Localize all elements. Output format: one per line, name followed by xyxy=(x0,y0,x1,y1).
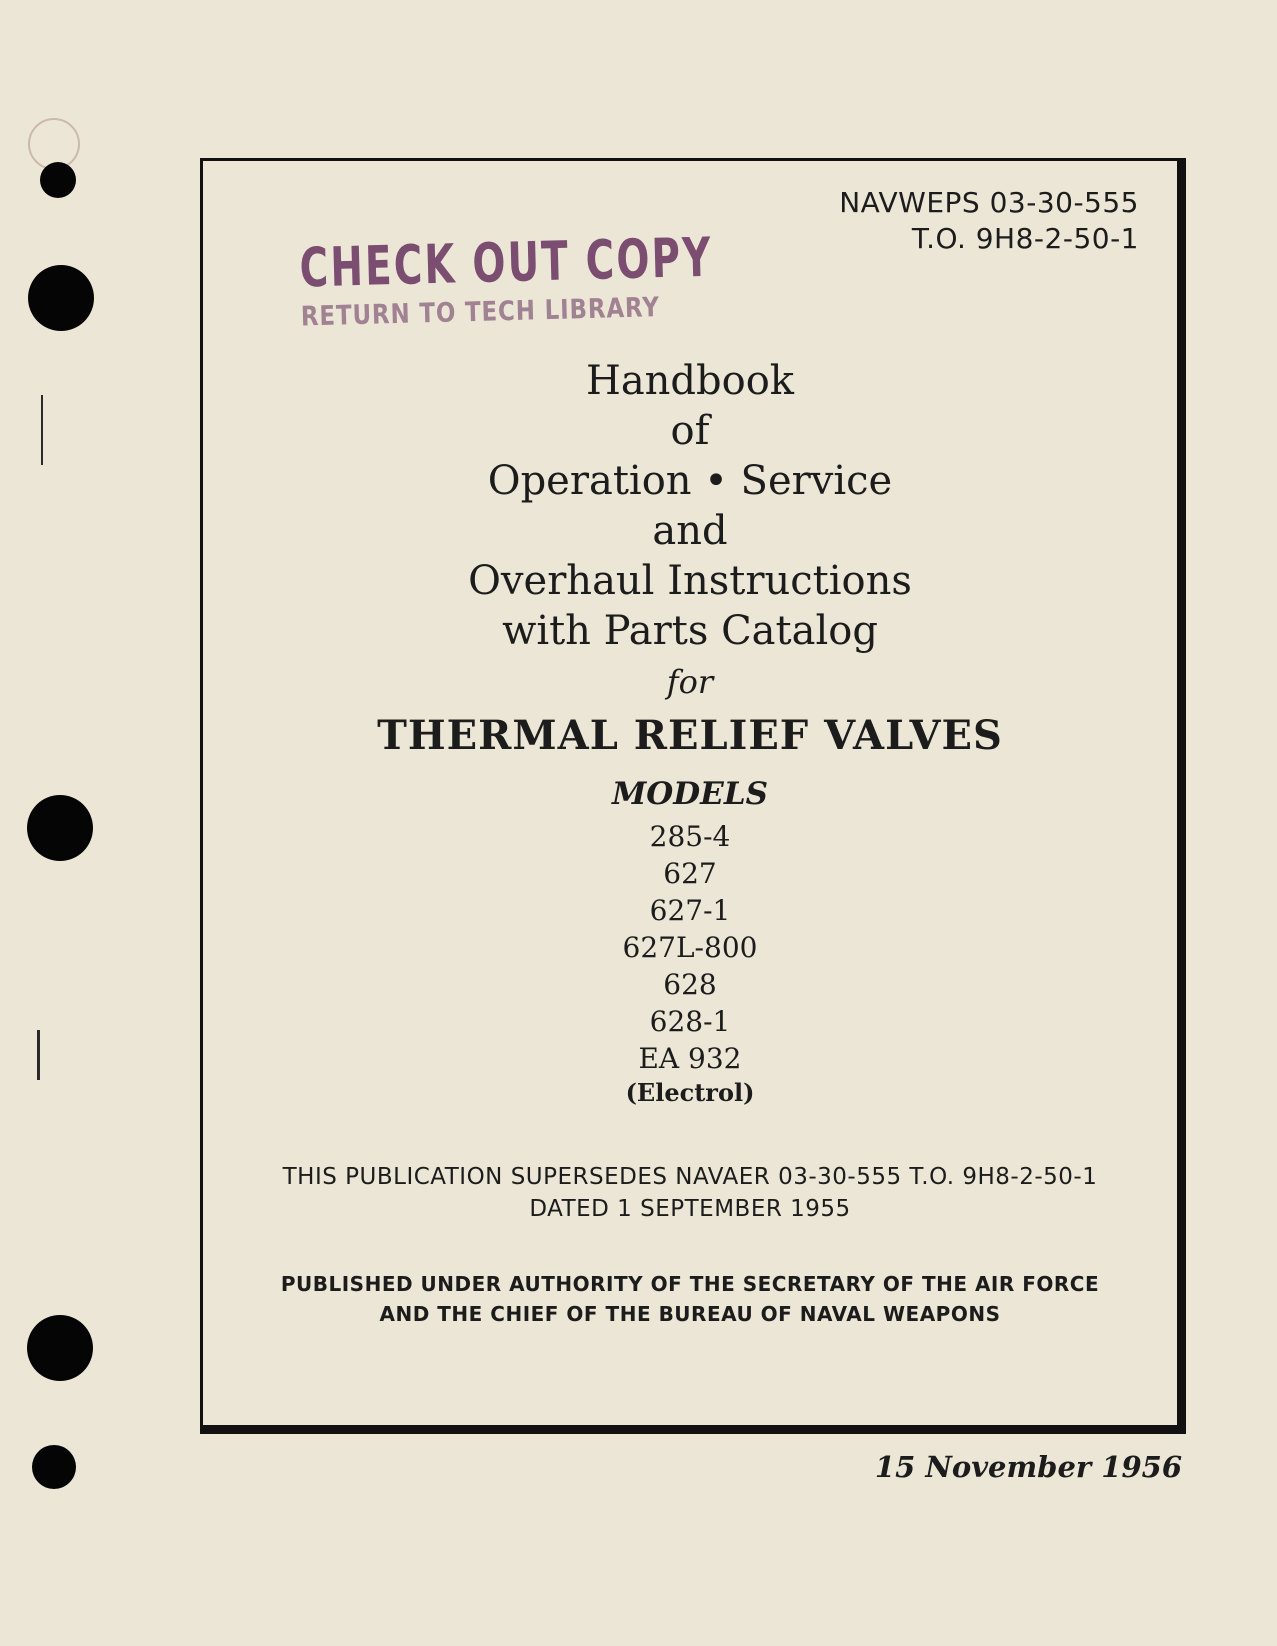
title-page-frame xyxy=(200,158,1186,1434)
model-number: EA 932 xyxy=(638,1042,742,1075)
punch-hole xyxy=(27,1315,93,1381)
model-number: 285-4 xyxy=(649,820,731,853)
pen-mark xyxy=(37,1030,40,1080)
model-number: 627 xyxy=(663,857,717,890)
stamp-check-out-copy: CHECK OUT COPY xyxy=(298,225,714,300)
library-stamp xyxy=(299,222,875,333)
authority-notice xyxy=(203,1269,1177,1329)
model-number: 627-1 xyxy=(649,894,731,927)
subject-title: THERMAL RELIEF VALVES xyxy=(377,712,1003,759)
model-number: 628 xyxy=(663,968,717,1001)
punch-hole xyxy=(40,162,76,198)
to-number: T.O. 9H8-2-50-1 xyxy=(911,222,1139,255)
model-number: 627L-800 xyxy=(622,931,758,964)
authority-line: PUBLISHED UNDER AUTHORITY OF THE SECRETARY OF THE AIR FORCE xyxy=(280,1272,1100,1296)
supersedes-notice xyxy=(203,1161,1177,1225)
authority-line: AND THE CHIEF OF THE BUREAU OF NAVAL WEAPONS xyxy=(379,1302,1001,1326)
manufacturer-name: (Electrol) xyxy=(625,1078,755,1107)
title-line: Handbook xyxy=(585,358,795,404)
title-line: Overhaul Instructions xyxy=(468,558,912,604)
title-block xyxy=(203,356,1177,1109)
supersedes-line: THIS PUBLICATION SUPERSEDES NAVAER 03-30-555 T.O. 9H8-2-50-1 xyxy=(282,1164,1098,1190)
title-line: with Parts Catalog xyxy=(502,608,878,654)
pen-mark xyxy=(41,395,43,465)
model-number: 628-1 xyxy=(649,1005,731,1038)
stamp-return-to-library: RETURN TO TECH LIBRARY xyxy=(300,292,661,333)
navweps-number: NAVWEPS 03-30-555 xyxy=(839,186,1139,219)
punch-hole xyxy=(28,265,94,331)
document-identifiers xyxy=(839,185,1139,257)
punch-hole xyxy=(32,1445,76,1489)
title-line: Operation • Service xyxy=(487,458,893,504)
supersedes-date-line: DATED 1 SEPTEMBER 1955 xyxy=(529,1196,851,1222)
models-heading: MODELS xyxy=(611,776,768,812)
for-label: for xyxy=(666,663,714,701)
publication-date: 15 November 1956 xyxy=(874,1450,1182,1484)
title-line: of xyxy=(670,408,710,454)
punch-hole xyxy=(27,795,93,861)
title-line: and xyxy=(652,508,728,554)
